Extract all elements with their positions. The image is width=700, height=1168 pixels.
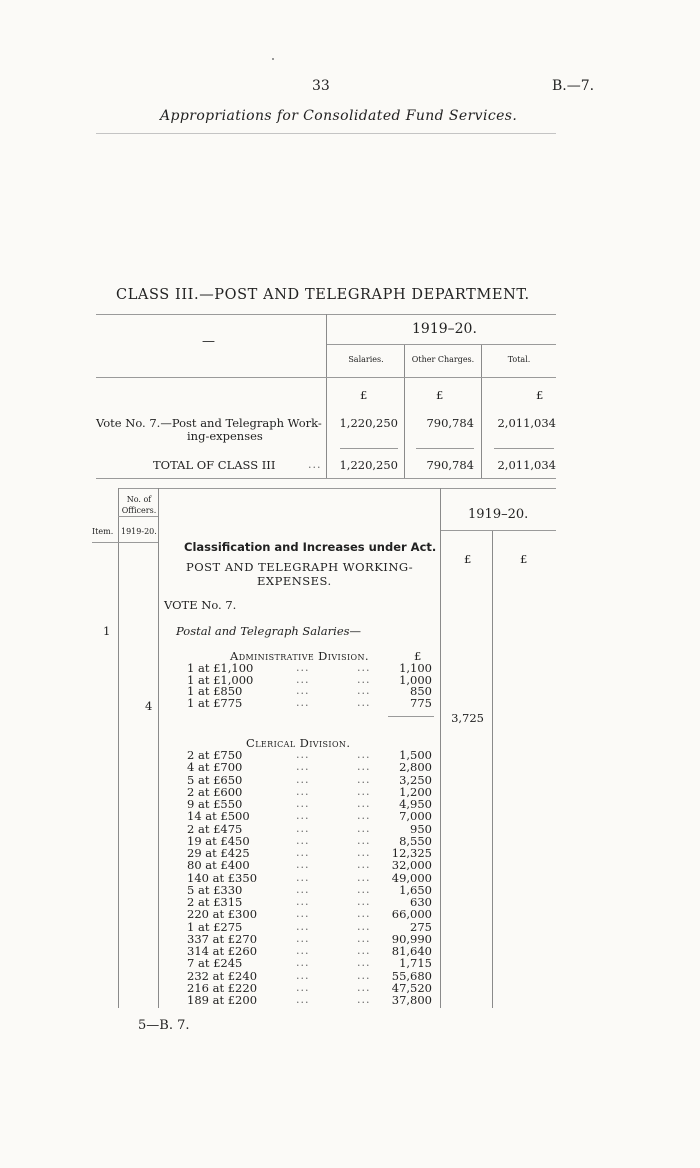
- row-amount: 4,950: [399, 797, 432, 811]
- admin-officers: 4: [145, 699, 153, 713]
- leader-dots: ...: [357, 993, 371, 1006]
- leader-dots: ...: [296, 833, 310, 847]
- table-row: [0, 661, 700, 673]
- table-row: [0, 895, 700, 907]
- subtotal-rule-1: [340, 448, 398, 449]
- document-reference: B.—7.: [552, 78, 595, 94]
- row-description: 232 at £240: [187, 968, 258, 983]
- row-amount: 12,325: [391, 846, 432, 860]
- row-description: 29 at £425: [187, 846, 250, 860]
- leader-dots: ...: [357, 919, 371, 933]
- row-amount: 950: [410, 821, 432, 836]
- table-row: [0, 748, 700, 760]
- item-number: 1: [103, 624, 111, 638]
- class-title: CLASS III.—POST AND TELEGRAPH DEPARTMENT.: [116, 287, 530, 303]
- admin-subtotal: 3,725: [451, 711, 484, 725]
- table-row: [0, 809, 700, 824]
- row-description: 5 at £330: [187, 882, 243, 897]
- top-mark: [272, 58, 274, 60]
- table-row: [0, 684, 700, 699]
- col-other-charges: Other Charges.: [411, 355, 475, 364]
- leader-dots: ...: [296, 809, 310, 823]
- table-row: [0, 773, 700, 785]
- admin-currency: £: [414, 649, 422, 663]
- leader-dots: ...: [296, 684, 310, 698]
- row-amount: 275: [410, 919, 432, 934]
- row-amount: 630: [410, 895, 432, 909]
- table-row: [0, 760, 700, 775]
- currency-salaries: £: [360, 388, 368, 402]
- row-description: 1 at £850: [187, 684, 243, 699]
- row-description: 19 at £450: [187, 833, 250, 848]
- leader-dots: ...: [357, 956, 371, 970]
- table-row: [0, 920, 700, 932]
- leader-dots: ...: [296, 919, 310, 933]
- table-row: [0, 834, 700, 846]
- page-signature: 5—B. 7.: [138, 1018, 190, 1033]
- row-amount: 47,520: [391, 980, 432, 995]
- summary-dash: —: [202, 334, 215, 349]
- col-divider-1: [404, 345, 405, 478]
- leader-dots: ...: [296, 696, 310, 710]
- row-description: 216 at £220: [187, 980, 258, 995]
- leader-dots: ...: [357, 772, 371, 786]
- leader-dots: ...: [357, 748, 371, 761]
- leader-dots: ...: [357, 968, 371, 982]
- subheading-line2: EXPENSES.: [257, 574, 332, 588]
- leader-dots: ...: [296, 895, 310, 908]
- leader-dots: ...: [357, 672, 371, 686]
- total-salaries: 1,220,250: [339, 458, 398, 472]
- leader-dots: ...: [357, 907, 371, 921]
- leader-dots: ...: [357, 846, 371, 859]
- row-description: 220 at £300: [187, 907, 258, 922]
- row-description: 2 at £600: [187, 784, 243, 799]
- leader-dots: ...: [357, 684, 371, 698]
- currency-total: £: [536, 388, 544, 402]
- col-total: Total.: [507, 355, 531, 364]
- officers-year-header: 1919-20.: [121, 527, 157, 536]
- column-head-rule: [96, 377, 556, 378]
- leader-dots: ...: [357, 870, 371, 884]
- row-amount: 775: [410, 696, 432, 711]
- admin-division-title: Administrative Division.: [230, 649, 369, 663]
- leader-dots: ...: [357, 944, 371, 957]
- vote-other: 790,784: [426, 416, 474, 430]
- clerical-division-title: Clerical Division.: [246, 736, 351, 750]
- row-amount: 1,200: [399, 784, 432, 799]
- col-divider-2: [481, 345, 482, 478]
- subheading-line1: POST AND TELEGRAPH WORKING-: [186, 560, 414, 574]
- leader-dots: ...: [357, 809, 371, 823]
- row-description: 7 at £245: [187, 956, 243, 971]
- detail-year: 1919–20.: [468, 507, 529, 522]
- row-amount: 1,000: [399, 672, 432, 687]
- table-row: [0, 993, 700, 1005]
- detail-top-rule: [118, 488, 556, 489]
- detail-currency-2: £: [520, 552, 528, 566]
- total-label: TOTAL OF CLASS III: [153, 458, 276, 472]
- table-row: [0, 981, 700, 993]
- table-row: [0, 969, 700, 981]
- leader-dots: ...: [296, 980, 310, 994]
- leader-dots: ...: [296, 748, 310, 761]
- row-description: 314 at £260: [187, 944, 258, 958]
- leader-dots: ...: [296, 956, 310, 970]
- page-number: 33: [312, 78, 330, 94]
- row-description: 80 at £400: [187, 858, 250, 873]
- item-header-rule: [92, 542, 158, 543]
- officers-header-rule: [118, 516, 158, 517]
- summary-year: 1919–20.: [412, 321, 477, 337]
- header-rule: [96, 133, 556, 134]
- vote-number: VOTE No. 7.: [164, 598, 237, 612]
- officers-col-header: No. of Officers.: [121, 495, 157, 515]
- col-salaries: Salaries.: [348, 355, 384, 364]
- row-amount: 8,550: [399, 833, 432, 848]
- leader-dots: ...: [296, 784, 310, 798]
- leader-dots: ...: [296, 931, 310, 945]
- table-row: [0, 858, 700, 873]
- table-row: [0, 673, 700, 685]
- item-col-header: Item.: [92, 527, 114, 536]
- row-amount: 49,000: [391, 870, 432, 885]
- summary-divider: [326, 314, 327, 478]
- vote-label-line1: Vote No. 7.—Post and Telegraph Work-: [96, 416, 322, 430]
- table-row: [0, 883, 700, 895]
- running-title: Appropriations for Consolidated Fund Services.: [160, 108, 518, 124]
- leader-dots: ...: [296, 760, 310, 774]
- row-amount: 3,250: [399, 772, 432, 787]
- table-row: [0, 797, 700, 809]
- leader-dots: ...: [296, 672, 310, 686]
- table-row: [0, 696, 700, 711]
- table-row: [0, 944, 700, 956]
- leader-dots: ...: [296, 858, 310, 872]
- leader-dots: ...: [296, 968, 310, 982]
- table-row: [0, 907, 700, 922]
- table-row: [0, 871, 700, 883]
- total-dots: ...: [308, 458, 322, 471]
- table-row: [0, 785, 700, 797]
- vote-total: 2,011,034: [497, 416, 556, 430]
- row-amount: 2,800: [399, 760, 432, 775]
- row-description: 4 at £700: [187, 760, 243, 775]
- leader-dots: ...: [357, 858, 371, 872]
- table-row: [0, 846, 700, 858]
- row-amount: 1,500: [399, 748, 432, 762]
- leader-dots: ...: [296, 882, 310, 896]
- leader-dots: ...: [357, 833, 371, 847]
- subtotal-rule-2: [416, 448, 474, 449]
- leader-dots: ...: [296, 797, 310, 810]
- subtotal-rule-3: [494, 448, 554, 449]
- row-description: 1 at £1,100: [187, 661, 254, 675]
- row-description: 2 at £475: [187, 821, 243, 836]
- row-amount: 850: [410, 684, 432, 699]
- year-rule: [327, 344, 556, 345]
- leader-dots: ...: [357, 797, 371, 810]
- total-other: 790,784: [426, 458, 474, 472]
- row-description: 5 at £650: [187, 772, 243, 787]
- row-amount: 55,680: [391, 968, 432, 983]
- row-amount: 81,640: [391, 944, 432, 958]
- row-description: 189 at £200: [187, 993, 258, 1007]
- leader-dots: ...: [296, 907, 310, 921]
- vote-label-line2: ing-expenses: [187, 429, 263, 443]
- row-amount: 32,000: [391, 858, 432, 873]
- row-amount: 37,800: [391, 993, 432, 1007]
- admin-sum-rule: [388, 716, 434, 717]
- row-description: 2 at £315: [187, 895, 243, 909]
- table-row: [0, 822, 700, 834]
- leader-dots: ...: [357, 760, 371, 774]
- detail-year-rule: [441, 530, 556, 531]
- leader-dots: ...: [296, 661, 310, 674]
- table-row: [0, 956, 700, 971]
- leader-dots: ...: [357, 980, 371, 994]
- leader-dots: ...: [296, 846, 310, 859]
- detail-currency-1: £: [464, 552, 472, 566]
- row-description: 1 at £775: [187, 696, 243, 711]
- row-description: 140 at £350: [187, 870, 258, 885]
- row-description: 337 at £270: [187, 931, 258, 946]
- row-amount: 7,000: [399, 809, 432, 824]
- row-description: 1 at £1,000: [187, 672, 254, 687]
- leader-dots: ...: [296, 944, 310, 957]
- leader-dots: ...: [357, 661, 371, 674]
- currency-other: £: [436, 388, 444, 402]
- row-description: 9 at £550: [187, 797, 243, 811]
- salaries-heading: Postal and Telegraph Salaries—: [176, 624, 362, 638]
- classification-heading: Classification and Increases under Act.: [184, 540, 437, 554]
- row-amount: 1,100: [399, 661, 432, 675]
- row-description: 14 at £500: [187, 809, 250, 824]
- leader-dots: ...: [357, 821, 371, 835]
- leader-dots: ...: [357, 784, 371, 798]
- row-description: 2 at £750: [187, 748, 243, 762]
- leader-dots: ...: [357, 895, 371, 908]
- summary-bottom-rule: [96, 478, 556, 479]
- row-amount: 66,000: [391, 907, 432, 922]
- row-description: 1 at £275: [187, 919, 243, 934]
- total-total: 2,011,034: [497, 458, 556, 472]
- leader-dots: ...: [357, 882, 371, 896]
- vote-salaries: 1,220,250: [339, 416, 398, 430]
- row-amount: 1,650: [399, 882, 432, 897]
- leader-dots: ...: [296, 993, 310, 1006]
- leader-dots: ...: [357, 696, 371, 710]
- leader-dots: ...: [357, 931, 371, 945]
- leader-dots: ...: [296, 772, 310, 786]
- table-row: [0, 932, 700, 944]
- row-amount: 90,990: [391, 931, 432, 946]
- leader-dots: ...: [296, 821, 310, 835]
- leader-dots: ...: [296, 870, 310, 884]
- row-amount: 1,715: [399, 956, 432, 971]
